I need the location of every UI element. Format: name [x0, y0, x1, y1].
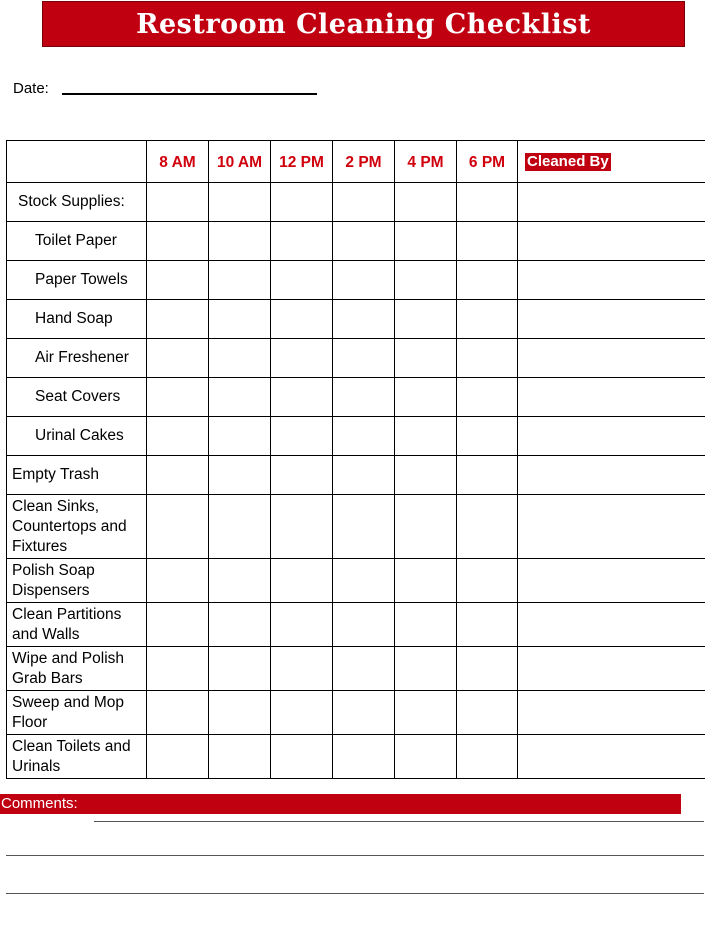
checkbox-cell-6pm[interactable] — [457, 559, 518, 603]
table-row — [7, 559, 705, 603]
checkbox-cell-6pm[interactable] — [457, 222, 518, 261]
checkbox-cell-cleaned-by[interactable] — [518, 735, 705, 779]
checkbox-cell-12pm[interactable] — [271, 559, 333, 603]
checkbox-cell-8am[interactable] — [147, 339, 209, 378]
checkbox-cell-6pm[interactable] — [457, 417, 518, 456]
row-label: Clean Sinks, Countertops and Fixtures — [7, 495, 147, 559]
column-header-12pm: 12 PM — [271, 141, 333, 183]
checkbox-cell-12pm[interactable] — [271, 222, 333, 261]
row-label: Polish Soap Dispensers — [7, 559, 147, 603]
checkbox-cell-4pm[interactable] — [395, 647, 457, 691]
checkbox-cell-2pm[interactable] — [333, 735, 395, 779]
checkbox-cell-10am[interactable] — [209, 300, 271, 339]
checkbox-cell-2pm[interactable] — [333, 495, 395, 559]
comments-line-2[interactable] — [6, 855, 704, 856]
checkbox-cell-8am[interactable] — [147, 222, 209, 261]
checkbox-cell-12pm[interactable] — [271, 183, 333, 222]
checkbox-cell-4pm[interactable] — [395, 378, 457, 417]
checkbox-cell-cleaned-by[interactable] — [518, 222, 705, 261]
checkbox-cell-12pm[interactable] — [271, 647, 333, 691]
checkbox-cell-4pm[interactable] — [395, 261, 457, 300]
table-row — [7, 300, 705, 339]
checkbox-cell-2pm[interactable] — [333, 339, 395, 378]
checkbox-cell-10am[interactable] — [209, 417, 271, 456]
checkbox-cell-2pm[interactable] — [333, 603, 395, 647]
checkbox-cell-12pm[interactable] — [271, 417, 333, 456]
date-label: Date: — [13, 80, 49, 97]
checkbox-cell-6pm[interactable] — [457, 735, 518, 779]
row-label: Urinal Cakes — [7, 417, 147, 456]
row-label: Hand Soap — [7, 300, 147, 339]
checkbox-cell-12pm[interactable] — [271, 691, 333, 735]
row-label: Stock Supplies: — [7, 183, 147, 222]
checkbox-cell-8am[interactable] — [147, 691, 209, 735]
checkbox-cell-12pm[interactable] — [271, 300, 333, 339]
table-row — [7, 222, 705, 261]
checkbox-cell-cleaned-by[interactable] — [518, 559, 705, 603]
checkbox-cell-10am[interactable] — [209, 261, 271, 300]
checkbox-cell-6pm[interactable] — [457, 456, 518, 495]
table-row — [7, 183, 705, 222]
checkbox-cell-8am[interactable] — [147, 417, 209, 456]
checkbox-cell-4pm[interactable] — [395, 691, 457, 735]
row-label: Clean Toilets and Urinals — [7, 735, 147, 779]
checkbox-cell-6pm[interactable] — [457, 647, 518, 691]
checkbox-cell-12pm[interactable] — [271, 339, 333, 378]
column-header-cleaned-by-cell — [518, 141, 705, 183]
checkbox-cell-12pm[interactable] — [271, 603, 333, 647]
table-row — [7, 339, 705, 378]
column-header-6pm: 6 PM — [457, 141, 518, 183]
checkbox-cell-cleaned-by[interactable] — [518, 378, 705, 417]
table-row — [7, 456, 705, 495]
checkbox-cell-2pm[interactable] — [333, 183, 395, 222]
column-header-4pm: 4 PM — [395, 141, 457, 183]
checkbox-cell-10am[interactable] — [209, 222, 271, 261]
checkbox-cell-cleaned-by[interactable] — [518, 183, 705, 222]
checkbox-cell-10am[interactable] — [209, 691, 271, 735]
comments-bar — [0, 794, 681, 814]
checkbox-cell-10am[interactable] — [209, 339, 271, 378]
checkbox-cell-4pm[interactable] — [395, 222, 457, 261]
row-label: Wipe and Polish Grab Bars — [7, 647, 147, 691]
checkbox-cell-10am[interactable] — [209, 603, 271, 647]
checkbox-cell-6pm[interactable] — [457, 495, 518, 559]
checkbox-cell-8am[interactable] — [147, 183, 209, 222]
checkbox-cell-cleaned-by[interactable] — [518, 300, 705, 339]
table-row — [7, 261, 705, 300]
row-label: Toilet Paper — [7, 222, 147, 261]
checklist-table — [6, 140, 705, 779]
checkbox-cell-4pm[interactable] — [395, 417, 457, 456]
checkbox-cell-6pm[interactable] — [457, 261, 518, 300]
date-field-line[interactable] — [62, 93, 317, 95]
checkbox-cell-4pm[interactable] — [395, 456, 457, 495]
row-label: Sweep and Mop Floor — [7, 691, 147, 735]
header-row — [7, 141, 705, 183]
row-label: Clean Partitions and Walls — [7, 603, 147, 647]
checkbox-cell-6pm[interactable] — [457, 339, 518, 378]
table-row — [7, 495, 705, 559]
page-title: Restroom Cleaning Checklist — [136, 8, 591, 40]
column-header-cleaned-by: Cleaned By — [527, 152, 609, 170]
checkbox-cell-2pm[interactable] — [333, 647, 395, 691]
checkbox-cell-10am[interactable] — [209, 559, 271, 603]
checkbox-cell-8am[interactable] — [147, 735, 209, 779]
checkbox-cell-10am[interactable] — [209, 378, 271, 417]
table-row — [7, 378, 705, 417]
row-label: Seat Covers — [7, 378, 147, 417]
checkbox-cell-12pm[interactable] — [271, 495, 333, 559]
checkbox-cell-4pm[interactable] — [395, 495, 457, 559]
title-banner — [42, 1, 685, 47]
column-header-8am: 8 AM — [147, 141, 209, 183]
checkbox-cell-8am[interactable] — [147, 603, 209, 647]
checkbox-cell-cleaned-by[interactable] — [518, 691, 705, 735]
row-label: Air Freshener — [7, 339, 147, 378]
checkbox-cell-4pm[interactable] — [395, 183, 457, 222]
checkbox-cell-2pm[interactable] — [333, 691, 395, 735]
checkbox-cell-8am[interactable] — [147, 378, 209, 417]
checkbox-cell-4pm[interactable] — [395, 339, 457, 378]
checkbox-cell-6pm[interactable] — [457, 300, 518, 339]
checkbox-cell-6pm[interactable] — [457, 183, 518, 222]
comments-line-1[interactable] — [94, 821, 704, 822]
checkbox-cell-6pm[interactable] — [457, 378, 518, 417]
checkbox-cell-cleaned-by[interactable] — [518, 417, 705, 456]
checkbox-cell-10am[interactable] — [209, 647, 271, 691]
checkbox-cell-10am[interactable] — [209, 735, 271, 779]
column-header-2pm: 2 PM — [333, 141, 395, 183]
checkbox-cell-8am[interactable] — [147, 559, 209, 603]
checkbox-cell-cleaned-by[interactable] — [518, 261, 705, 300]
checkbox-cell-cleaned-by[interactable] — [518, 647, 705, 691]
checkbox-cell-cleaned-by[interactable] — [518, 456, 705, 495]
checkbox-cell-4pm[interactable] — [395, 300, 457, 339]
checkbox-cell-cleaned-by[interactable] — [518, 603, 705, 647]
checkbox-cell-12pm[interactable] — [271, 261, 333, 300]
checkbox-cell-8am[interactable] — [147, 456, 209, 495]
table-row — [7, 417, 705, 456]
row-label: Paper Towels — [7, 261, 147, 300]
checkbox-cell-6pm[interactable] — [457, 691, 518, 735]
checkbox-cell-4pm[interactable] — [395, 603, 457, 647]
table-row — [7, 735, 705, 779]
checkbox-cell-6pm[interactable] — [457, 603, 518, 647]
checkbox-cell-4pm[interactable] — [395, 559, 457, 603]
checkbox-cell-cleaned-by[interactable] — [518, 495, 705, 559]
checkbox-cell-2pm[interactable] — [333, 261, 395, 300]
checkbox-cell-8am[interactable] — [147, 647, 209, 691]
comments-line-3[interactable] — [6, 893, 704, 894]
checkbox-cell-2pm[interactable] — [333, 456, 395, 495]
checkbox-cell-10am[interactable] — [209, 456, 271, 495]
checkbox-cell-4pm[interactable] — [395, 735, 457, 779]
checkbox-cell-2pm[interactable] — [333, 300, 395, 339]
checkbox-cell-2pm[interactable] — [333, 559, 395, 603]
checkbox-cell-cleaned-by[interactable] — [518, 339, 705, 378]
checkbox-cell-2pm[interactable] — [333, 378, 395, 417]
checkbox-cell-12pm[interactable] — [271, 456, 333, 495]
checkbox-cell-2pm[interactable] — [333, 222, 395, 261]
comments-label: Comments: — [1, 795, 78, 812]
checkbox-cell-8am[interactable] — [147, 261, 209, 300]
checkbox-cell-12pm[interactable] — [271, 378, 333, 417]
table-row — [7, 647, 705, 691]
table-row — [7, 603, 705, 647]
checkbox-cell-12pm[interactable] — [271, 735, 333, 779]
table-row — [7, 691, 705, 735]
row-label: Empty Trash — [7, 456, 147, 495]
checkbox-cell-8am[interactable] — [147, 300, 209, 339]
checkbox-cell-2pm[interactable] — [333, 417, 395, 456]
checkbox-cell-10am[interactable] — [209, 495, 271, 559]
header-corner-cell — [7, 141, 147, 183]
checkbox-cell-8am[interactable] — [147, 495, 209, 559]
column-header-10am: 10 AM — [209, 141, 271, 183]
checkbox-cell-10am[interactable] — [209, 183, 271, 222]
